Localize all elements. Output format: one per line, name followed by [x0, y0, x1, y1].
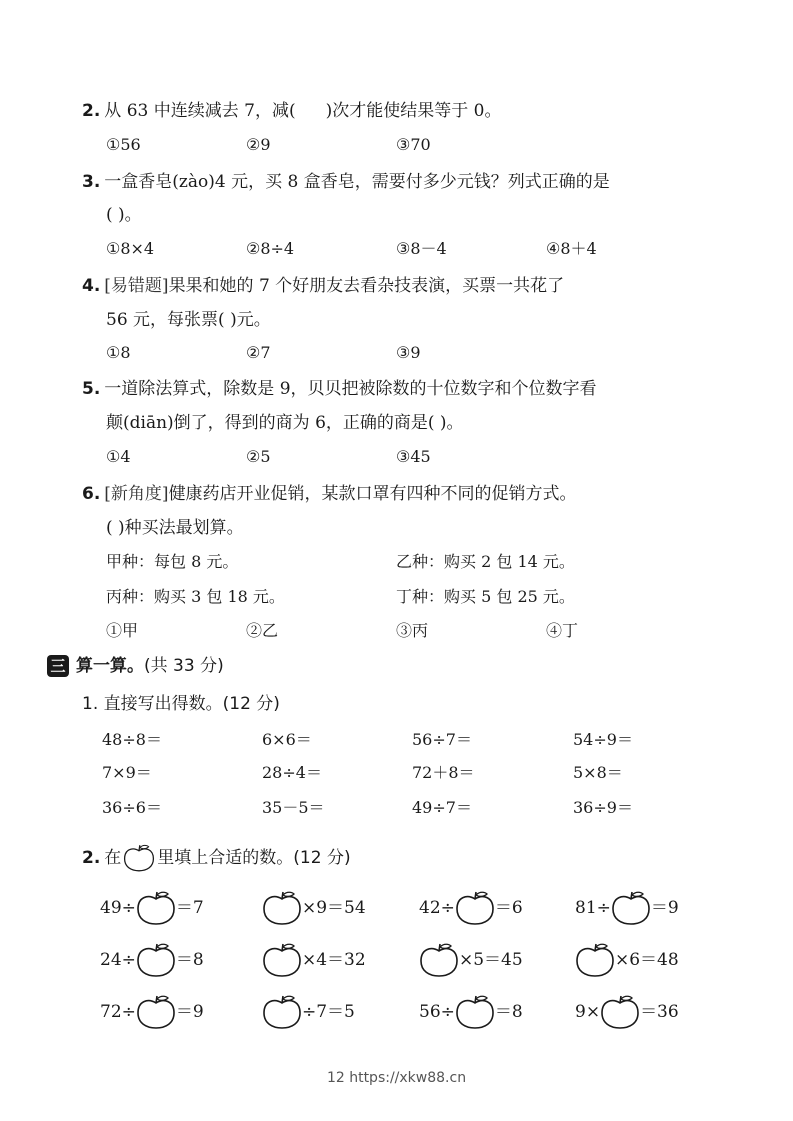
option[interactable]: ④8＋4 [546, 239, 597, 258]
apple-equation [575, 994, 679, 1030]
page-footer: 12 https://xkw88.cn [326, 1070, 467, 1086]
equation-suffix: ＝9 [175, 1002, 204, 1022]
calc-item[interactable]: 28÷4＝ [262, 763, 322, 782]
promo-method: 乙种：购买 2 包 14 元。 [396, 552, 575, 571]
equation-suffix: ＝8 [175, 950, 204, 970]
equation-suffix: ＝8 [494, 1002, 523, 1022]
equation-prefix: 24÷ [100, 950, 136, 970]
option[interactable]: ②乙 [246, 621, 279, 640]
question-2 [82, 100, 501, 122]
apple-equation [100, 942, 204, 978]
apple-equation [575, 942, 679, 978]
promo-method: 丁种：购买 5 包 25 元。 [396, 587, 575, 606]
section-title-text: 算一算。 [76, 656, 144, 676]
equation-prefix: 9× [575, 1002, 601, 1022]
equation-suffix: ×9＝54 [302, 898, 366, 918]
apple-equation [100, 994, 204, 1030]
equation-suffix: ＝36 [640, 1002, 679, 1022]
question-number: 4. [82, 276, 101, 296]
equation-prefix: 42÷ [419, 898, 455, 918]
apple-icon [123, 843, 155, 873]
calc-item[interactable]: 56÷7＝ [412, 730, 472, 749]
question-4 [82, 275, 564, 297]
apple-equation [575, 890, 679, 926]
question-text: 一道除法算式，除数是 9，贝贝把被除数的十位数字和个位数字看 [104, 379, 597, 399]
apple-blank[interactable] [455, 994, 495, 1030]
calc-item[interactable]: 49÷7＝ [412, 798, 472, 817]
calc1-title: 1. 直接写出得数。(12 分) [82, 694, 280, 714]
apple-equation [419, 994, 523, 1030]
question-text[interactable]: 56 元，每张票( )元。 [106, 310, 271, 330]
calc-item[interactable]: 36÷6＝ [102, 798, 162, 817]
question-text: 从 63 中连续减去 7，减( [104, 101, 296, 121]
calc-item[interactable]: 7×9＝ [102, 763, 152, 782]
apple-blank[interactable] [419, 942, 459, 978]
apple-equation [262, 942, 366, 978]
apple-equation [262, 994, 355, 1030]
question-number: 3. [82, 172, 101, 192]
promo-method: 丙种：购买 3 包 18 元。 [106, 587, 285, 606]
section-badge: 三 [47, 655, 69, 677]
apple-equation [419, 942, 523, 978]
equation-suffix: ×6＝48 [615, 950, 679, 970]
calc-item[interactable]: 36÷9＝ [573, 798, 633, 817]
question-text[interactable]: ( )种买法最划算。 [106, 518, 244, 538]
equation-prefix: 56÷ [419, 1002, 455, 1022]
question-number: 5. [82, 379, 101, 399]
question-text: 健康药店开业促销，某款口罩有四种不同的促销方式。 [168, 484, 577, 504]
calc-item[interactable]: 72＋8＝ [412, 763, 475, 782]
calc-item[interactable]: 5×8＝ [573, 763, 623, 782]
equation-suffix: ×5＝45 [459, 950, 523, 970]
apple-equation [419, 890, 523, 926]
option[interactable]: ①8×4 [106, 239, 155, 258]
section-score: (共 33 分) [144, 656, 224, 676]
calc2-title-b: 里填上合适的数。(12 分) [157, 848, 351, 868]
option[interactable]: ③70 [396, 135, 431, 154]
question-6 [82, 483, 577, 505]
equation-suffix: ＝7 [175, 898, 204, 918]
apple-blank[interactable] [455, 890, 495, 926]
question-text[interactable]: 颠(diān)倒了，得到的商为 6，正确的商是( )。 [106, 413, 464, 433]
apple-blank[interactable] [600, 994, 640, 1030]
apple-blank[interactable] [575, 942, 615, 978]
apple-blank[interactable] [611, 890, 651, 926]
question-number: 2. [82, 848, 101, 868]
question-tag: [易错题] [104, 276, 169, 296]
option[interactable]: ③丙 [396, 621, 429, 640]
apple-blank[interactable] [136, 994, 176, 1030]
apple-blank[interactable] [262, 890, 302, 926]
calc-item[interactable]: 6×6＝ [262, 730, 312, 749]
option[interactable]: ③9 [396, 343, 421, 362]
option[interactable]: ③45 [396, 447, 431, 466]
calc2-title [82, 843, 351, 873]
option[interactable]: ①甲 [106, 621, 139, 640]
equation-suffix: ＝6 [494, 898, 523, 918]
equation-prefix: 81÷ [575, 898, 611, 918]
option[interactable]: ③8－4 [396, 239, 447, 258]
apple-blank[interactable] [136, 890, 176, 926]
equation-prefix: 49÷ [100, 898, 136, 918]
question-text: )次才能使结果等于 0。 [325, 101, 502, 121]
option[interactable]: ④丁 [546, 621, 579, 640]
apple-equation [262, 890, 366, 926]
question-3 [82, 171, 610, 193]
equation-prefix: 72÷ [100, 1002, 136, 1022]
calc-item[interactable]: 35－5＝ [262, 798, 325, 817]
option[interactable]: ②8÷4 [246, 239, 295, 258]
question-number: 6. [82, 484, 101, 504]
calc-item[interactable]: 54÷9＝ [573, 730, 633, 749]
section-title [76, 655, 224, 677]
question-text[interactable]: ( )。 [106, 205, 142, 225]
option[interactable]: ②9 [246, 135, 271, 154]
option[interactable]: ②5 [246, 447, 271, 466]
question-tag: [新角度] [104, 484, 169, 504]
question-text: 一盒香皂(zào)4 元，买 8 盒香皂，需要付多少元钱？列式正确的是 [104, 172, 610, 192]
question-5 [82, 378, 597, 400]
equation-suffix: ÷7＝5 [302, 1002, 355, 1022]
calc-item[interactable]: 48÷8＝ [102, 730, 162, 749]
option[interactable]: ②7 [246, 343, 271, 362]
equation-suffix: ＝9 [650, 898, 679, 918]
apple-blank[interactable] [136, 942, 176, 978]
option[interactable]: ①56 [106, 135, 141, 154]
option[interactable]: ①4 [106, 447, 131, 466]
promo-method: 甲种：每包 8 元。 [106, 552, 239, 571]
question-text: 果果和她的 7 个好朋友去看杂技表演，买票一共花了 [168, 276, 565, 296]
apple-blank[interactable] [262, 994, 302, 1030]
option[interactable]: ①8 [106, 343, 131, 362]
question-number: 2. [82, 101, 101, 121]
apple-equation [100, 890, 204, 926]
equation-suffix: ×4＝32 [302, 950, 366, 970]
apple-blank[interactable] [262, 942, 302, 978]
calc2-title-a: 在 [104, 848, 122, 868]
